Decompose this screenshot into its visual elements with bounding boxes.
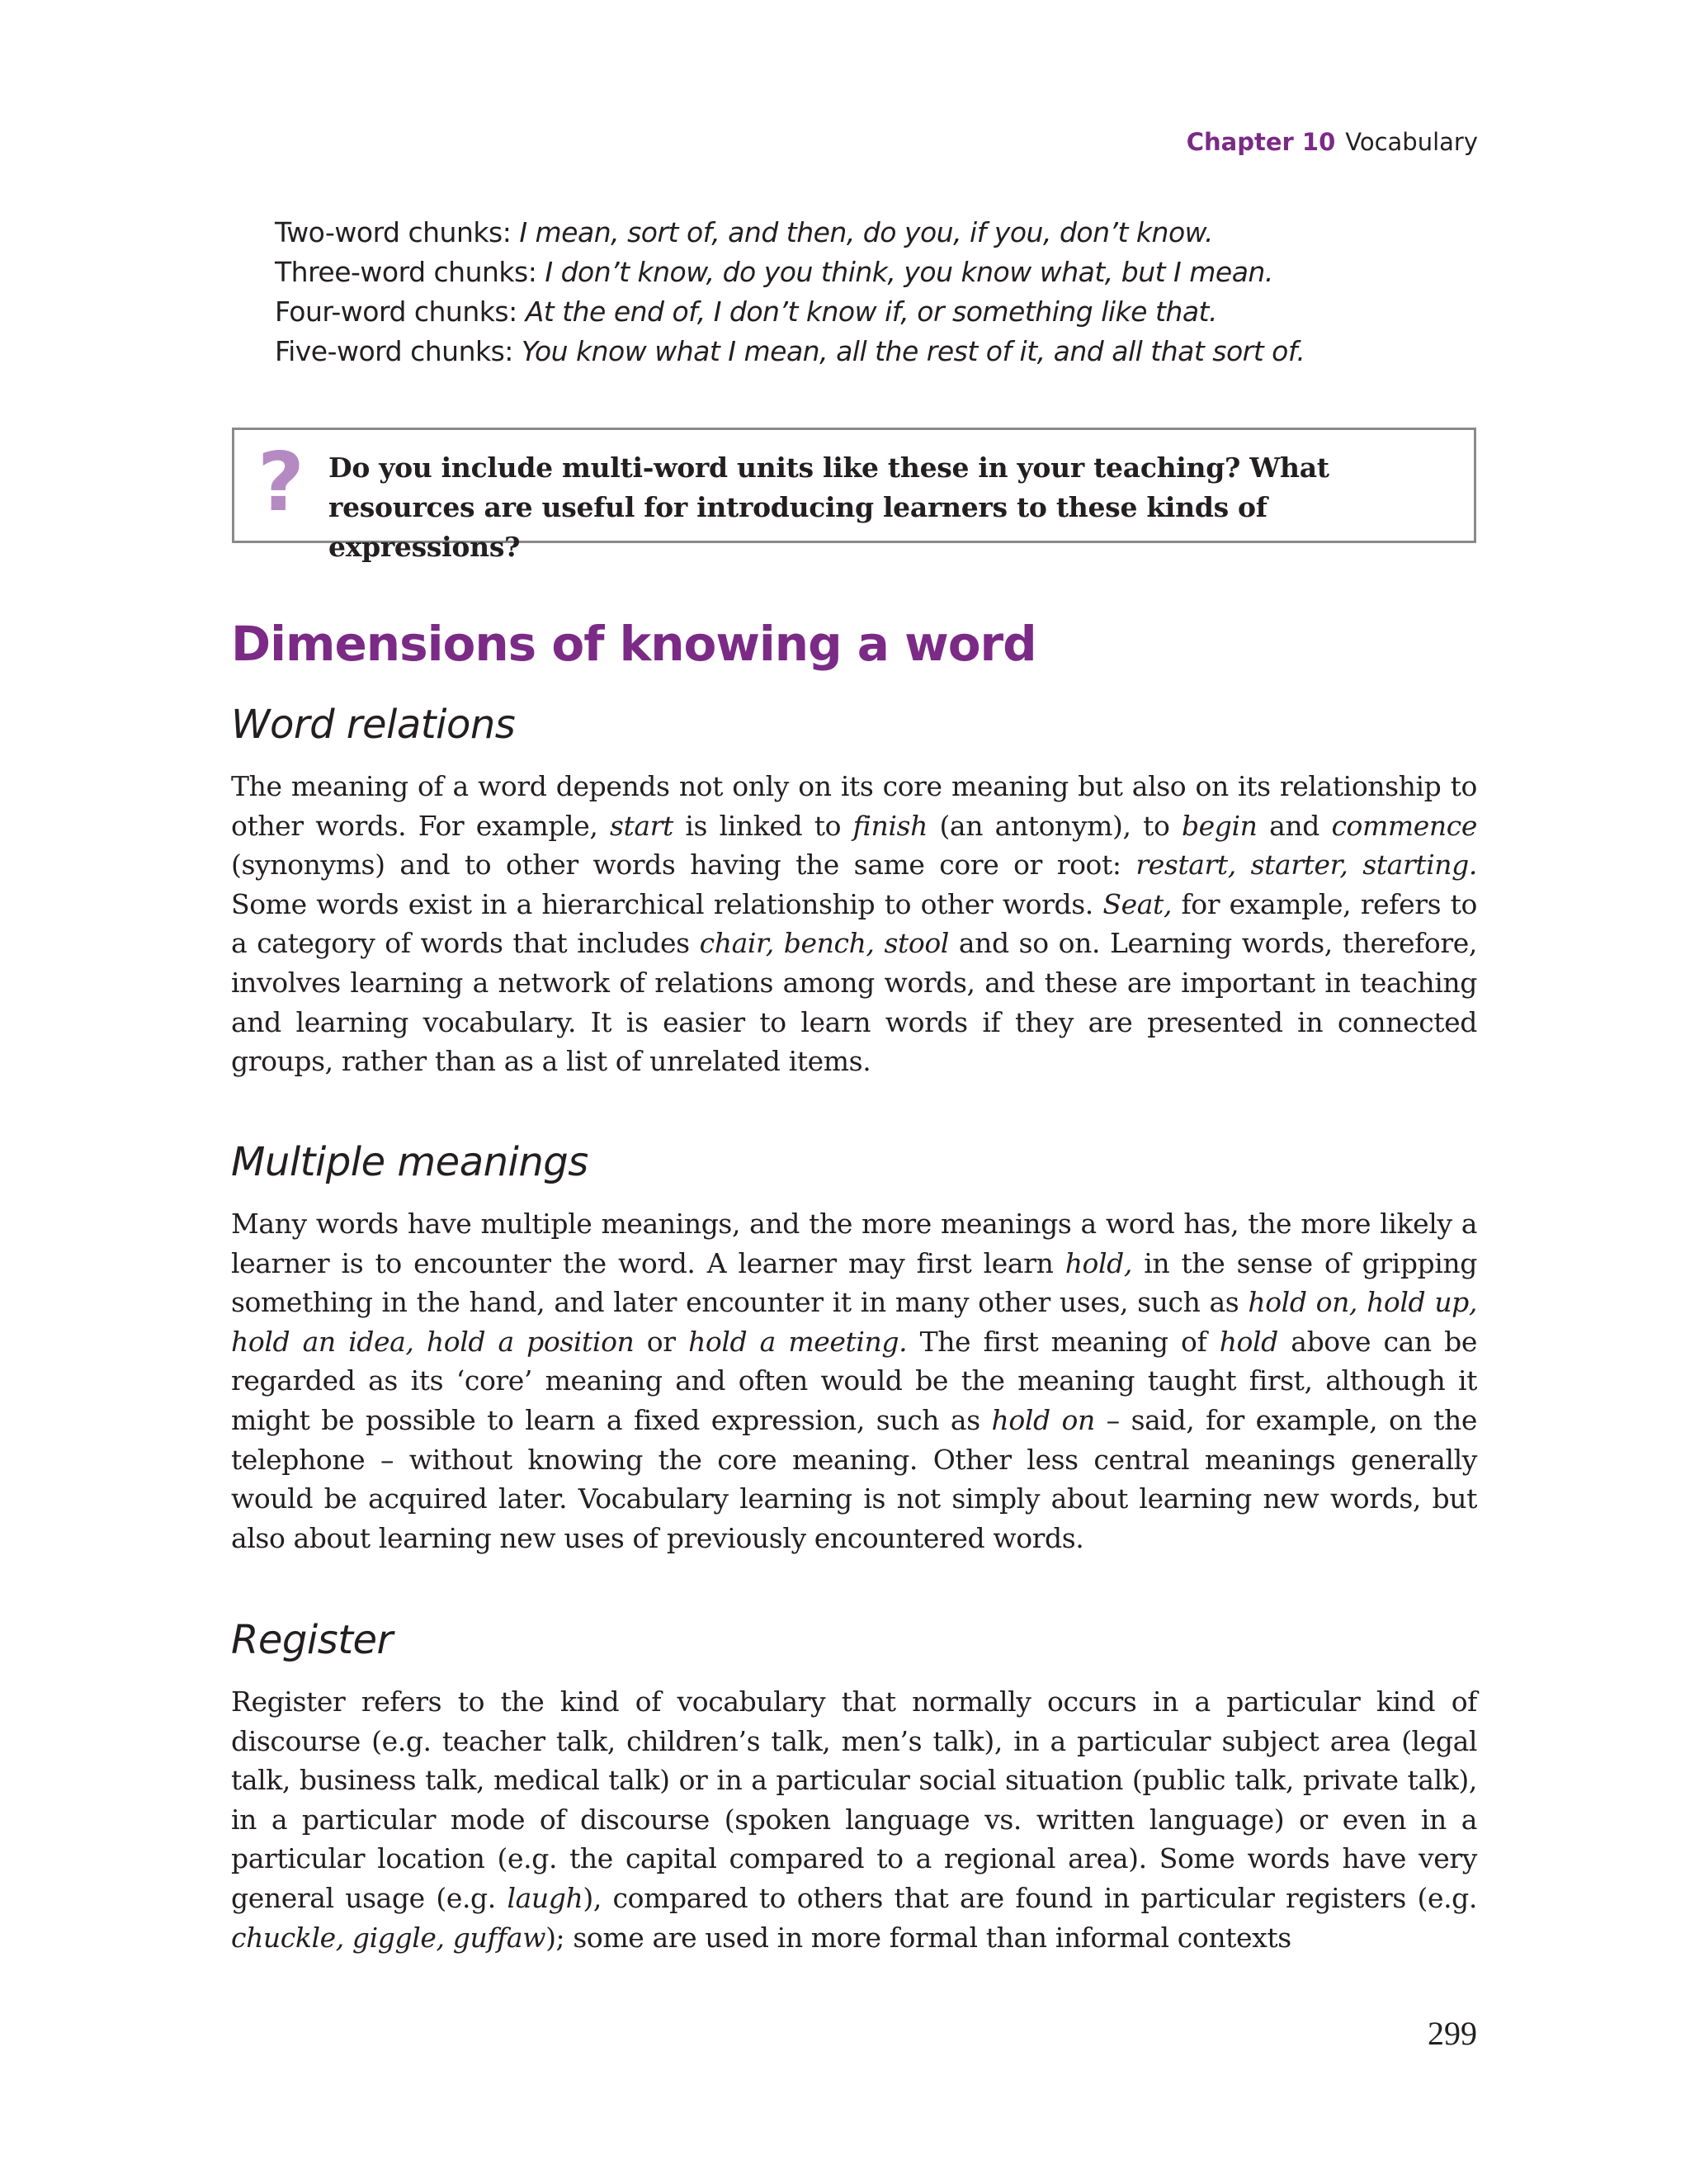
chunk-label: Two-word chunks:: [275, 216, 520, 248]
chunk-examples-list: [275, 213, 1513, 371]
chunk-examples: You know what I mean, all the rest of it, and all that sort of.: [521, 335, 1305, 367]
question-mark-icon: ?: [257, 436, 304, 530]
chunk-row: [275, 332, 1513, 371]
chunk-row: [275, 213, 1513, 253]
running-head-title: Vocabulary: [1345, 128, 1478, 156]
page-number: 299: [1428, 2015, 1477, 2052]
subheading-word-relations: Word relations: [231, 702, 516, 748]
subheading-multiple-meanings: Multiple meanings: [231, 1139, 588, 1185]
running-head-chapter: Chapter 10: [1186, 128, 1336, 156]
chunk-row: [275, 253, 1513, 292]
chunk-label: Three-word chunks:: [275, 256, 545, 288]
paragraph-word-relations: The meaning of a word depends not only on its core meaning but also on its relationship to other words. For example, start is linked to finish (an antonym), to begin and commence (synonyms) and to other words having the same core or root: restart, starter, starting. Some words exist in a hierarchical relationship to other words. Seat, for example, refers to a category of words that includes chair, bench, stool and so on. Learning words, therefore, involves learning a network of relations among words, and these are important in teaching and learning vocabulary. It is easier to learn words if they are presented in connected groups, rather than as a list of unrelated items.: [231, 770, 1477, 1078]
paragraph-multiple-meanings: Many words have multiple meanings, and the more meanings a word has, the more likely a learner is to encounter the word. A learner may first learn hold, in the sense of gripping something in the hand, and later encounter it in many other uses, such as hold on, hold up, hold an idea, hold a position or hold a meeting. The first meaning of hold above can be regarded as its ‘core’ meaning and often would be the meaning taught first, although it might be possible to learn a fixed expression, such as hold on – said, for example, on the telephone – without knowing the core meaning. Other less central meanings generally would be acquired later. Vocabulary learning is not simply about learning new words, but also about learning new uses of previously encountered words.: [231, 1208, 1478, 1554]
reflection-question-text: Do you include multi-word units like these in your teaching? What resources are useful for introducing learners to these kinds of expressions?: [328, 451, 1329, 563]
chunk-label: Five-word chunks:: [275, 335, 522, 367]
chunk-examples: I don’t know, do you think, you know what, but I mean.: [545, 256, 1273, 288]
section-title: Dimensions of knowing a word: [231, 616, 1036, 672]
paragraph-register: Register refers to the kind of vocabulary that normally occurs in a particular kind of discourse (e.g. teacher talk, children’s talk, men’s talk), in a particular subject area (legal talk, business talk, medical talk) or in a particular social situation (public talk, private talk), in a particular mode of discourse (spoken language vs. written language) or even in a particular location (e.g. the capital compared to a regional area). Some words have very general usage (e.g. laugh), compared to others that are found in particular registers (e.g. chuckle, giggle, guffaw); some are used in more formal than informal contexts: [231, 1685, 1477, 1954]
chunk-examples: I mean, sort of, and then, do you, if you, don’t know.: [519, 216, 1213, 248]
chunk-row: [275, 292, 1513, 332]
chunk-examples: At the end of, I don’t know if, or something like that.: [525, 295, 1217, 328]
chunk-label: Four-word chunks:: [275, 295, 526, 328]
reflection-question-box: [232, 428, 1476, 563]
subheading-register: Register: [231, 1617, 393, 1663]
running-head: [1187, 128, 1478, 156]
